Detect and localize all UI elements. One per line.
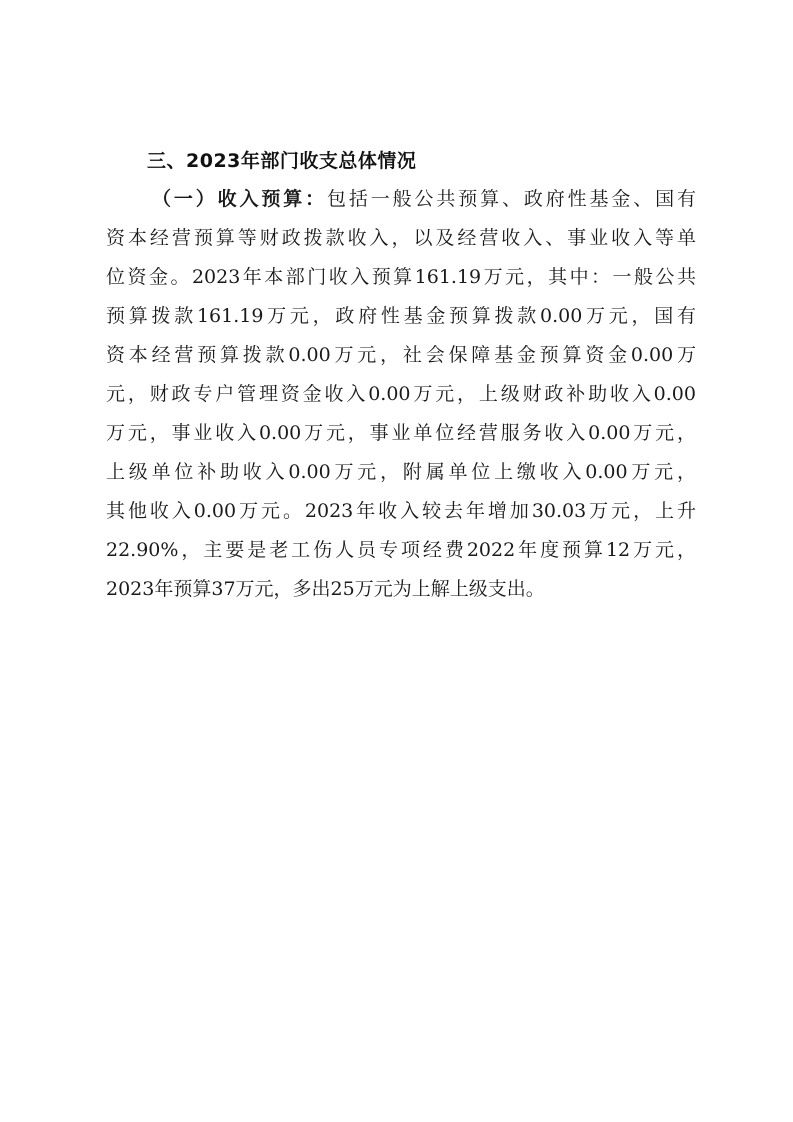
paragraph-line-11: 2023年预算37万元，多出25万元为上解上级支出。 — [106, 578, 545, 600]
paragraph-line-text: 包括一般公共预算、政府性基金、国有 — [327, 188, 696, 210]
paragraph-lead-label: （一）收入预算： — [152, 188, 327, 210]
paragraph-line-9: 其他收入0.00万元。2023年收入较去年增加30.03万元，上升 — [106, 500, 696, 522]
paragraph-line-8: 上级单位补助收入0.00万元，附属单位上缴收入0.00万元， — [106, 461, 696, 483]
paragraph-line-2: 资本经营预算等财政拨款收入，以及经营收入、事业收入等单 — [106, 227, 696, 249]
paragraph-line-6: 元，财政专户管理资金收入0.00万元，上级财政补助收入0.00 — [106, 383, 696, 405]
paragraph-line-4: 预算拨款161.19万元，政府性基金预算拨款0.00万元，国有 — [106, 305, 696, 327]
section-heading: 三、2023年部门收支总体情况 — [147, 150, 417, 172]
paragraph-line-5: 资本经营预算拨款0.00万元，社会保障基金预算资金0.00万 — [106, 344, 696, 366]
paragraph-line-1 — [106, 180, 696, 219]
paragraph-line-7: 万元，事业收入0.00万元，事业单位经营服务收入0.00万元， — [106, 422, 696, 444]
income-budget-paragraph — [106, 180, 696, 609]
paragraph-line-3: 位资金。2023年本部门收入预算161.19万元，其中：一般公共 — [106, 266, 696, 288]
paragraph-line-10: 22.90%，主要是老工伤人员专项经费2022年度预算12万元， — [106, 539, 696, 561]
